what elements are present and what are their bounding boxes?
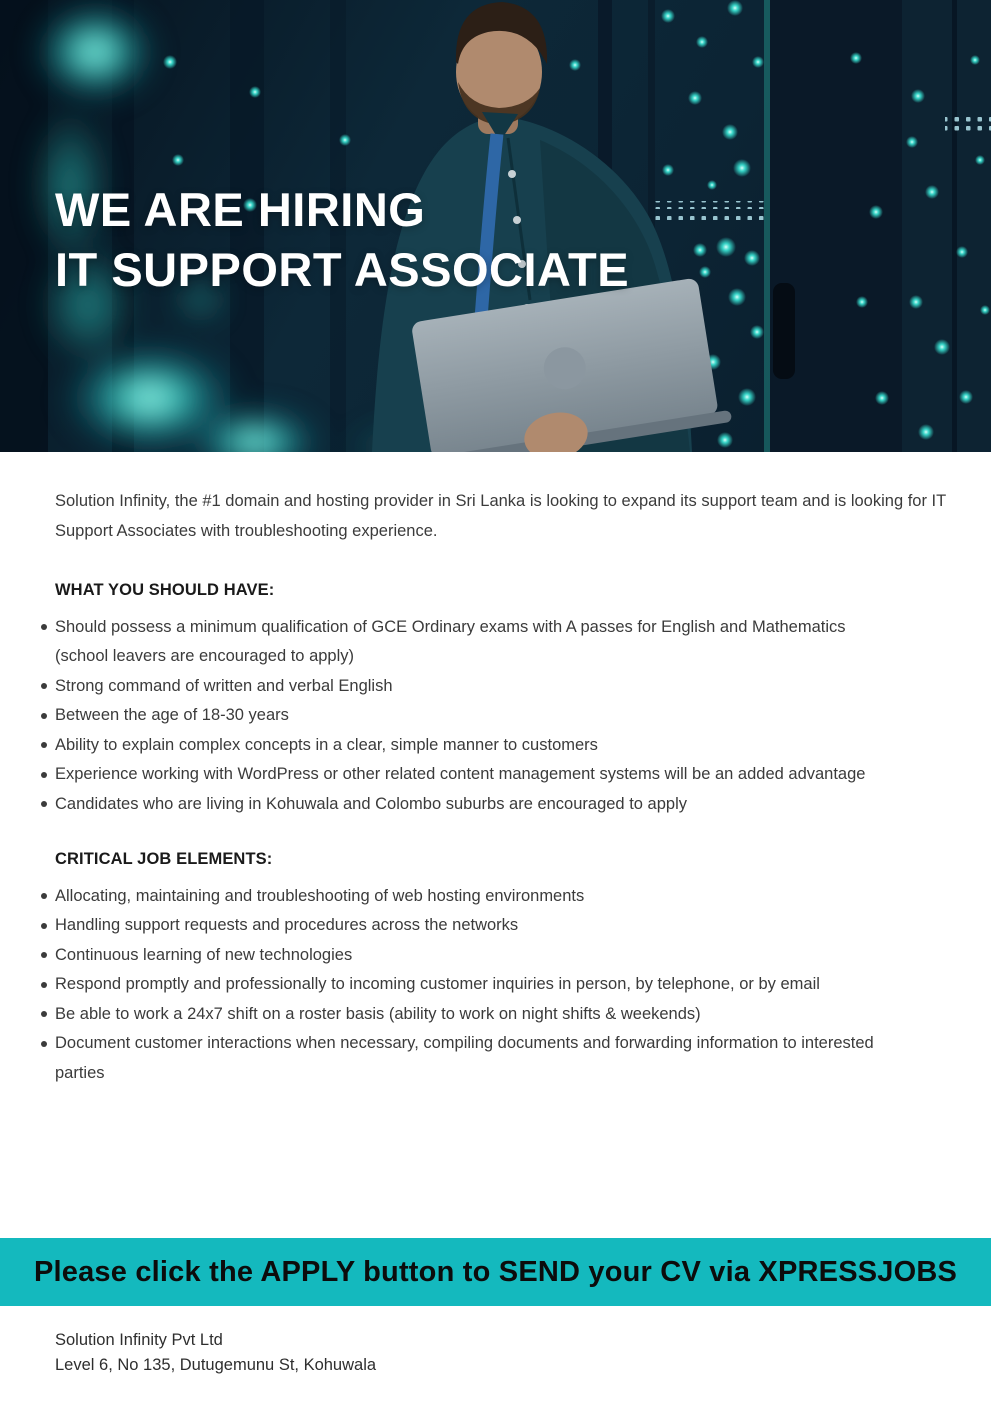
hero-title-line1: WE ARE HIRING [55,183,426,236]
list-item: Strong command of written and verbal English [55,672,903,702]
apply-banner [0,1238,991,1306]
hero-title [55,180,629,300]
list-item: Document customer interactions when necessary, compiling documents and forwarding information to interested parties [55,1029,903,1088]
list-item: Ability to explain complex concepts in a clear, simple manner to customers [55,731,903,761]
responsibilities-heading: CRITICAL JOB ELEMENTS: [55,850,273,868]
company-address: Level 6, No 135, Dutugemunu St, Kohuwala [55,1356,377,1374]
list-item: Handling support requests and procedures across the networks [55,911,903,941]
company-name: Solution Infinity Pvt Ltd [55,1331,223,1349]
apply-banner-text: Please click the APPLY button to SEND your CV via XPRESSJOBS [33,1255,958,1288]
requirements-list [55,613,903,820]
job-description [55,487,955,1088]
list-item: Candidates who are living in Kohuwala and Colombo suburbs are encouraged to apply [55,790,903,820]
list-item: Be able to work a 24x7 shift on a roster basis (ability to work on night shifts & weekends) [55,1000,903,1030]
intro-paragraph: Solution Infinity, the #1 domain and hosting provider in Sri Lanka is looking to expand its support team and is looking for IT Support Associates with troubleshooting experience. [55,492,946,540]
list-item: Experience working with WordPress or other related content management systems will be an added advantage [55,760,903,790]
requirements-heading: WHAT YOU SHOULD HAVE: [55,581,275,599]
list-item: Should possess a minimum qualification of GCE Ordinary exams with A passes for English and Mathematics (school leavers are encouraged to apply) [55,613,903,672]
list-item: Respond promptly and professionally to incoming customer inquiries in person, by telephone, or by email [55,970,903,1000]
hero-title-line2: IT SUPPORT ASSOCIATE [55,243,630,296]
hero-section [0,0,991,452]
responsibilities-list [55,882,903,1089]
list-item: Continuous learning of new technologies [55,941,903,971]
list-item: Between the age of 18-30 years [55,701,903,731]
list-item: Allocating, maintaining and troubleshooting of web hosting environments [55,882,903,912]
footer [55,1328,376,1378]
